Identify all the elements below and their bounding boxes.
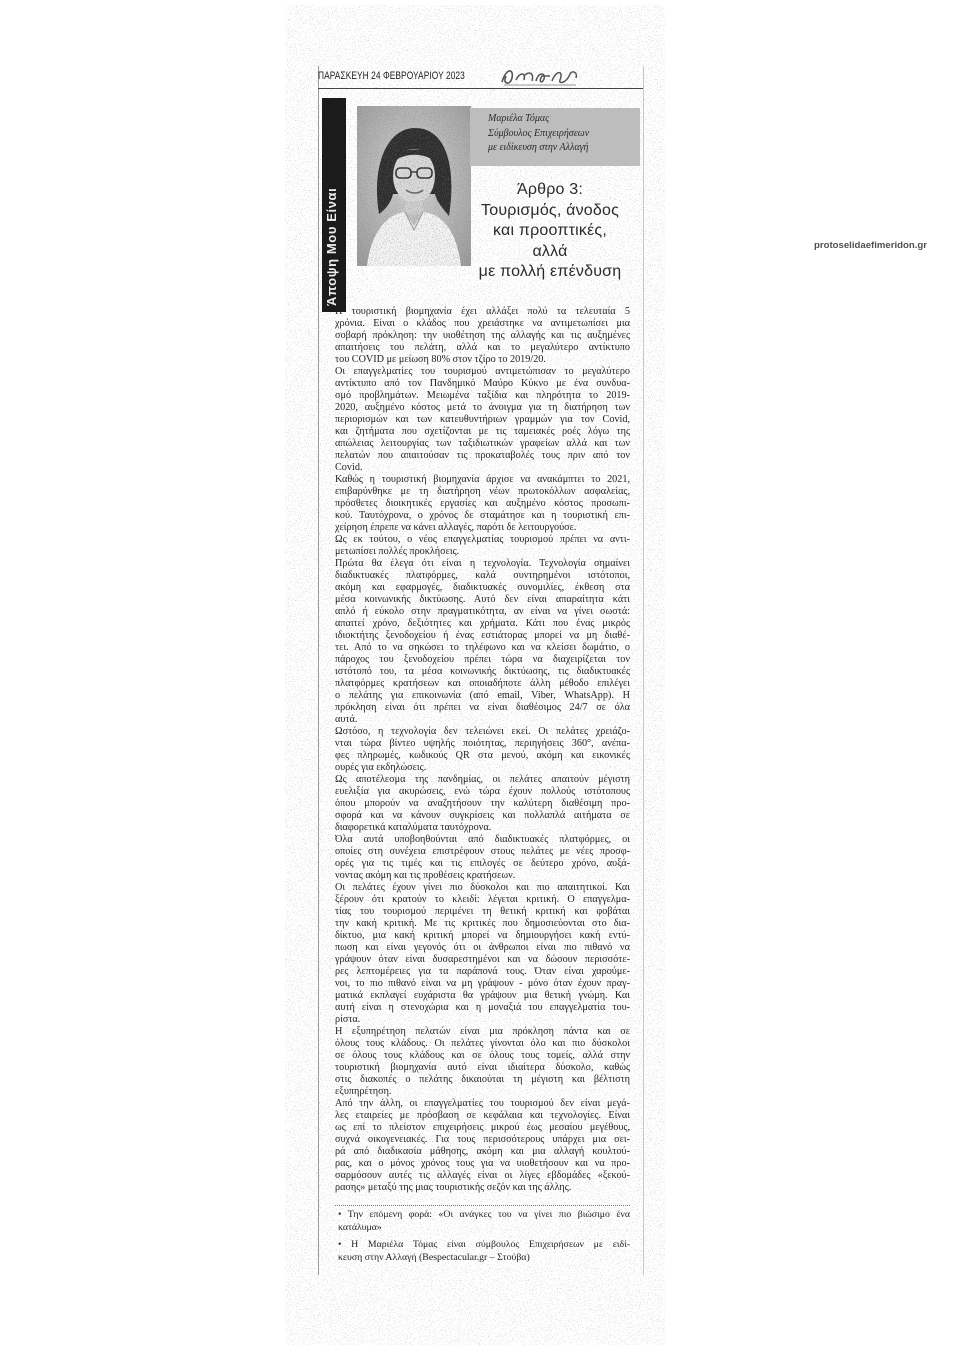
body-line: χρόνια. Είναι ο κλάδος που χρειάστηκε να αντιμετωπίσει μια [335,318,630,329]
body-line: αντίκτυπο από τον Πανδημικό Μαύρο Κύκνο με ένα συνδυα- [335,378,630,389]
author-portrait-icon [357,106,471,266]
body-line: Οι επαγγελματίες του τουρισμού αντιμετώπισαν το μεγαλύτερο [335,366,630,377]
body-line: αυτά. [335,714,358,725]
body-line: δίκτυο, μια κακή κριτική μπορεί να δημιουργήσει κακή εντύ- [335,930,630,941]
body-line: νται τώρα βίντεο υψηλής ποιότητας, περιηγήσεις 360°, ανέπα- [335,738,630,749]
body-line: γράψουν όταν είναι δυσαρεστημένοι και να δώσουν περισσότε- [335,954,630,965]
body-line: ο πελάτης για επικοινωνία (από email, Viber, WhatsApp). Η [335,690,630,701]
body-line: επιβαρύνθηκε με τη διατήρηση νέων πρωτοκόλλων ασφαλείας, [335,486,630,497]
body-line: πλατφόρμες κρατήσεων και οποιαδήποτε άλλη μέθοδο επιλέγει [335,678,630,689]
body-line: πελατών που απαιτούσαν τις προκαταβολές τους πριν από τον [335,450,630,461]
body-line: ορές για τις τιμές και τις επιλογές σε δεύτερο χρόνο, αυξά- [335,858,630,869]
title-line: Τουρισμός, άνοδος [481,201,619,219]
body-line: Οι πελάτες έχουν γίνει πιο δύσκολοι και πιο απαιτητικοί. Και [335,882,630,893]
note-line: • Την επόμενη φορά: «Οι ανάγκες του να γίνει πιο βιώσιμο ένα [338,1209,630,1220]
body-line: ματικά εκπλαγεί ευχάριστα θα γράψουν μια θετική γνώμη. Και [335,990,630,1001]
author-name: Μαριέλα Τόμας [488,113,550,124]
body-paragraph [335,726,630,774]
note-line: • Η Μαριέλα Τόμας είναι σύμβουλος Επιχειρήσεων με ειδί- [338,1239,630,1250]
watermark: protoselidaefimeridon.gr [814,240,928,251]
body-line: 2020, αυξημένο κόστος μετά το άνοιγμα για τη διατήρηση των [335,402,630,413]
body-paragraph [335,558,630,726]
body-paragraph [335,882,630,1026]
title-line: Άρθρο 3: [516,181,584,198]
body-line: τει. Από το να σηκώσει το τηλέφωνο και να κλείσει δωμάτιο, ο [335,642,630,653]
body-line: Ως αποτέλεσμα της πανδημίας, οι πελάτες απαιτούν μέγιστη [335,774,630,785]
body-line: Ως εκ τούτου, ο νέος επαγγελματίας τουρισμού πρέπει να αντι- [335,534,630,545]
body-line: σφορά και να κάνουν συγκρίσεις και πολλαπλά αιτήματα σε [335,810,630,821]
body-line: απαιτήσεις του πελάτη, αλλά και το μεγαλύτερο αντίκτυπο [335,342,630,353]
body-line: ιστότοπό του, τα μέσα κοινωνικής δικτύωσης, τις διαδικτυακές [335,666,630,677]
author-role: με ειδίκευση στην Αλλαγή [488,142,589,153]
body-paragraph [335,534,630,558]
body-line: διαφορετικά καταλύματα ταυτόχρονα. [335,822,492,833]
note-line: κευση στην Αλλαγή (Bespectacular.gr – Στούβα) [338,1251,530,1263]
body-line: ρίστα. [335,1014,361,1025]
body-line: ως επί το πλείστον επιχειρήσεις μικρού έως μεσαίου μεγέθους, [335,1122,630,1133]
body-line: σμό προβλημάτων. Μειωμένα ταξίδια και πληρότητα το 2019- [335,390,630,401]
body-line: Από την άλλη, οι επαγγελματίες του τουρισμού δεν είναι μεγά- [335,1098,630,1109]
body-line: Όλα αυτά υποβοηθούνται από διαδικτυακές πλατφόρμες, οι [335,834,630,845]
body-line: ουρές για εκδηλώσεις. [335,762,427,773]
body-line: απώλειας λειτουργίας των ταξιδιωτικών γραφείων αλλά και των [335,438,630,449]
column-label: Άποψη Μου Είναι [324,187,339,306]
body-line: μέσα κοινωνικής δικτύωσης. Αυτό δεν είναι απαραίτητα κάτι [335,594,630,605]
body-line: πάροχος του ξενοδοχείου πρέπει τώρα να διαχειρίζεται τον [335,654,630,665]
title-line: με πολλή επένδυση [478,263,622,280]
body-line: και ζητήματα που σχετίζονται με τις ταμειακές ροές λόγω της [335,426,630,437]
body-line: περιορισμών και των κατευθυντήριων γραμμών για τον Covid, [335,414,630,425]
note-item [338,1239,630,1264]
body-line: φες πληρωμές, κωδικούς QR στα μενού, ακόμη και εικονικές [335,750,630,761]
body-line: σαρμόσουν αυτές τις αλλαγές είναι οι λίγες εβδομάδες «ξεκού- [335,1170,630,1181]
body-line: ευελιξία για ακυρώσεις, ενώ τώρα έχουν πολλούς ιστότοπους [335,786,630,797]
issue-date: ΠΑΡΑΣΚΕΥΗ 24 ΦΕΒΡΟΥΑΡΙΟΥ 2023 [318,70,465,82]
note-line: κατάλυμα» [338,1221,382,1233]
author-role: Σύμβουλος Επιχειρήσεων [488,127,590,139]
body-line: κού. Ταυτόχρονα, ο χρόνος δε σταμάτησε και η τουριστική επι- [335,510,630,521]
note-item [338,1209,630,1234]
body-line: ακόμη και εφαρμογές, διαδικτυακές συνομιλίες, έκθεση στα [335,582,630,593]
body-line: στις διακοπές ο πελάτης δικαιούται τη μέγιστη και βέλτιστη [335,1074,630,1085]
body-line: όλους τους κλάδους. Οι πελάτες γίνονται όλο και πιο δύσκολοι [335,1038,630,1049]
body-paragraph [335,366,630,474]
body-line: τίας του τουρισμού περιμένει τη θετική κριτική και φοβάται [335,906,630,917]
body-line: Covid. [335,462,363,473]
body-line: τουριστική βιομηχανία αυτό είναι ιδιαίτερα δύσκολο, καθώς [335,1062,630,1073]
body-line: συχνά οικογενειακές. Για τους περισσότερους υπάρχει μια σει- [335,1134,630,1145]
body-line: χείρηση έπρεπε να κάνει αλλαγές, παρότι δε λειτουργούσε. [335,522,577,533]
newspaper-logo-icon [498,64,582,88]
body-line: πωση και είναι γεγονός ότι οι άνθρωποι είναι πιο πιθανό να [335,942,630,953]
article-body [335,306,630,1194]
body-line: ιδιοκτήτης ξενοδοχείου ή ένας εστιάτορας μπορεί να μη διαθέ- [335,630,630,641]
body-paragraph [335,1026,630,1098]
body-line: Ωστόσο, η τεχνολογία δεν τελειώνει εκεί. Οι πελάτες χρειάζο- [335,726,630,737]
title-line: αλλά [532,242,568,260]
body-line: πρόσθετες διοικητικές εργασίες και αυξημένο κόστος προσωπι- [335,498,630,509]
article-notes [338,1209,630,1264]
body-line: Η τουριστική βιομηχανία έχει αλλάξει πολύ τα τελευταία 5 [335,306,630,317]
body-line: Πρώτα θα έλεγα ότι είναι η τεχνολογία. Τεχνολογία σημαίνει [335,558,630,569]
body-line: ρες λεπτομέρειες για τα παράπονά τους. Όταν είναι χαρούμε- [335,966,630,977]
body-line: ρας, και ο μόνος χρόνος τους για να υιοθετήσουν και να προ- [335,1158,630,1169]
body-line: την κακή κριτική. Με τις κριτικές που δημοσιεύονται στο δια- [335,918,630,929]
body-line: αυτή είναι η στενοχώρια και η μοναξιά του επαγγελματία του- [335,1002,630,1013]
body-line: του COVID με μείωση 80% στον τζίρο το 2019/20. [335,354,546,365]
body-paragraph [335,1098,630,1194]
body-line: οποίες στη συνέχεια επιστρέφουν στους πελάτες με νέες προσφ- [335,846,630,857]
notes-divider [335,1205,630,1206]
body-line: σε όλους τους κλάδους και σε όλους τους τομείς, αλλά στην [335,1050,630,1061]
body-line: όπου μπορούν να αναζητήσουν την καλύτερη διαθέσιμη προ- [335,798,630,809]
body-paragraph [335,306,630,366]
body-line: απαιτεί χρόνο, δεξιότητες και χρήματα. Κάτι που ένας μικρός [335,618,630,629]
body-line: Η εξυπηρέτηση πελατών είναι μια πρόκληση πάντα και σε [335,1026,630,1037]
body-line: λες εταιρείες με πρόσβαση σε κεφάλαια και τεχνολογίες. Είναι [335,1110,630,1121]
body-line: εξυπηρέτηση. [335,1086,392,1097]
author-box [470,108,640,166]
body-paragraph [335,474,630,534]
body-line: ρασης» μεταξύ της μιας τουριστικής σεζόν και της άλλης. [335,1182,572,1193]
article-title [468,180,632,283]
body-line: ξέρουν ότι κρατούν το κλειδί: λέγεται κριτική. Ο επαγγελμα- [335,894,630,905]
body-line: νοι, το πιο πιθανό είναι να μη γράψουν - μόνο όταν έχουν πραγ- [335,978,630,989]
body-paragraph [335,774,630,834]
body-line: πρόκληση είναι ότι πρέπει να είναι διαθέσιμος 24/7 σε όλα [335,702,630,713]
body-line: απλό ή εύκολο στην πραγματικότητα, αν είναι να γίνει σωστά: [335,606,630,617]
body-line: ρά από διαδικασία μάθησης, ακόμη και μια αλλαγή κουλτού- [335,1146,630,1157]
header-divider [318,88,643,89]
body-line: μετωπίσει πολλές προκλήσεις. [335,546,460,557]
body-line: σοβαρή πρόκληση: την υιοθέτηση της αλλαγής και τις αυξημένες [335,330,630,341]
body-line: Καθώς η τουριστική βιομηχανία άρχισε να ανακάμπτει το 2021, [335,474,630,485]
body-line: διαδικτυακές πλατφόρμες, καλά συντηρημένοι ιστότοποι, [335,570,630,581]
body-paragraph [335,834,630,882]
body-line: νοντας ακόμη και τις προθέσεις κρατήσεων. [335,870,516,881]
title-line: και προοπτικές, [493,222,607,239]
